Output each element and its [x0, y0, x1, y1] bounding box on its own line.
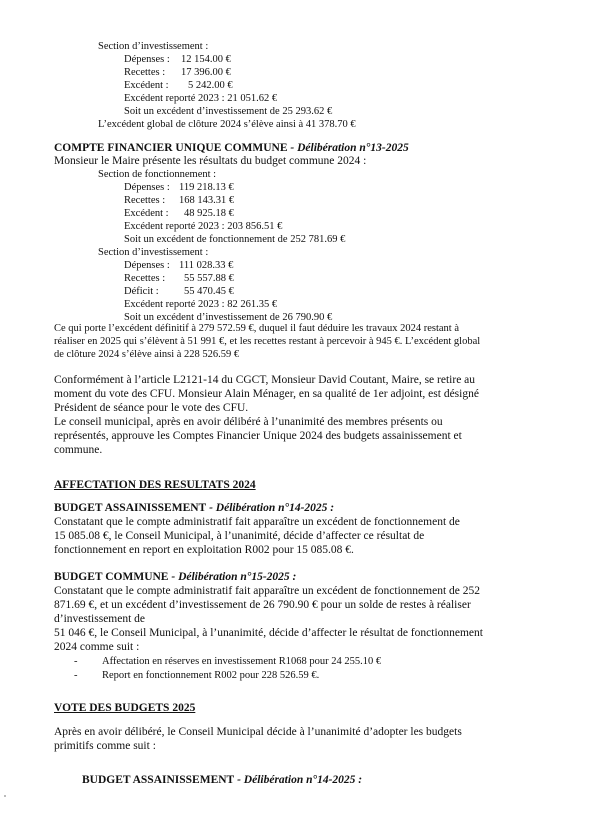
cfu-heading — [54, 143, 409, 155]
row-label: Recettes : — [124, 195, 166, 206]
bullet-item — [74, 657, 381, 668]
cfu-heading-title: COMPTE FINANCIER UNIQUE COMMUNE — [54, 142, 288, 154]
row-value: 168 143.31 € — [179, 195, 235, 206]
affectation-heading: AFFECTATION DES RESULTATS 2024 — [54, 479, 256, 491]
cfu-fonct-title: Section de fonctionnement : — [98, 169, 217, 180]
inv1-row-recettes — [124, 68, 231, 79]
commune-heading — [54, 572, 296, 584]
cfu-fonct-row-depenses — [124, 183, 234, 194]
bullet-item — [74, 671, 319, 682]
last-heading-title: BUDGET ASSAINISSEMENT — [82, 774, 235, 786]
commune-text-line: 51 046 €, le Conseil Municipal, à l’unanimité, décide d’affecter le résultat de fonctionnement — [54, 627, 483, 639]
vote-line: Conformément à l’article L2121-14 du CGCT, Monsieur David Coutant, Maire, se retire au — [54, 374, 476, 386]
commune-text-line: 871.69 €, et un excédent d’investissement de 26 790.90 € pour un solde de restes à réaliser — [54, 599, 471, 611]
row-value: 48 925.18 € — [184, 208, 234, 219]
cfu-para-line: réaliser en 2025 qui s’élèvent à 51 991 €, et les recettes restant à percevoir à 945 €. L’excédent global — [54, 336, 481, 347]
assain-deliberation: - Délibération n°14-2025 : — [206, 502, 335, 514]
cfu-inv-title: Section d’investissement : — [98, 247, 209, 258]
cfu-intro: Monsieur le Maire présente les résultats du budget commune 2024 : — [54, 155, 367, 167]
bullet-dash: - — [74, 656, 78, 667]
commune-heading-title: BUDGET COMMUNE — [54, 571, 169, 583]
row-value: 119 218.13 € — [179, 182, 234, 193]
row-value: 55 557.88 € — [184, 273, 234, 284]
row-value: 5 242.00 € — [188, 80, 233, 91]
row-label: Excédent : — [124, 208, 169, 219]
cfu-fonct-row-excedent — [124, 209, 234, 220]
scan-speck — [4, 795, 6, 797]
row-label: Dépenses : — [124, 260, 170, 271]
row-label: Dépenses : — [124, 54, 170, 65]
row-label: Recettes : — [124, 67, 166, 78]
inv1-row-excedent — [124, 81, 233, 92]
bullet-dash: - — [74, 670, 78, 681]
inv1-global: L’excédent global de clôture 2024 s’élève ainsi à 41 378.70 € — [98, 119, 356, 130]
vote-line: moment du vote des CFU. Monsieur Alain Ménager, en sa qualité de 1er adjoint, est désigné — [54, 388, 479, 400]
row-label: Excédent : — [124, 80, 169, 91]
commune-text-line: 2024 comme suit : — [54, 641, 140, 653]
assain-heading-title: BUDGET ASSAINISSEMENT — [54, 502, 207, 514]
inv1-row-depenses — [124, 55, 231, 66]
budgets-text-line: primitifs comme suit : — [54, 740, 156, 752]
bullet-text: Affectation en réserves en investissement R1068 pour 24 255.10 € — [102, 656, 382, 667]
assain-text-line: fonctionnement en report en exploitation R002 pour 15 085.08 €. — [54, 544, 354, 556]
commune-text-line: Constatant que le compte administratif fait apparaître un excédent de fonctionnement de 252 — [54, 585, 480, 597]
commune-text-line: d’investissement de — [54, 613, 146, 625]
vote-line: représentés, approuve les Comptes Financier Unique 2024 des budgets assainissement et — [54, 430, 462, 442]
vote-line: Le conseil municipal, après en avoir délibéré à l’unanimité des membres présents ou — [54, 416, 443, 428]
bullet-text: Report en fonctionnement R002 pour 228 526.59 €. — [102, 670, 320, 681]
cfu-inv-soit: Soit un excédent d’investissement de 26 790.90 € — [124, 312, 333, 323]
cfu-fonct-row-recettes — [124, 196, 234, 207]
cfu-fonct-report: Excédent reporté 2023 : 203 856.51 € — [124, 221, 283, 232]
row-label: Déficit : — [124, 286, 159, 297]
cfu-fonct-soit: Soit un excédent de fonctionnement de 252 781.69 € — [124, 234, 346, 245]
row-value: 12 154.00 € — [181, 54, 231, 65]
budgets-text-line: Après en avoir délibéré, le Conseil Municipal décide à l’unanimité d’adopter les budgets — [54, 726, 462, 738]
assain-text-line: 15 085.08 €, le Conseil Municipal, à l’unanimité, décide d’affecter ce résultat de — [54, 530, 425, 542]
budgets-heading: VOTE DES BUDGETS 2025 — [54, 702, 196, 714]
last-deliberation: - Délibération n°14-2025 : — [234, 774, 363, 786]
assain-text-line: Constatant que le compte administratif fait apparaître un excédent de fonctionnement de — [54, 516, 460, 528]
cfu-inv-row-recettes — [124, 274, 234, 285]
inv1-report: Excédent reporté 2023 : 21 051.62 € — [124, 93, 278, 104]
inv1-soit: Soit un excédent d’investissement de 25 293.62 € — [124, 106, 333, 117]
cfu-inv-row-deficit — [124, 287, 234, 298]
cfu-para-line: de clôture 2024 s’élève ainsi à 228 526.59 € — [54, 349, 240, 360]
row-value: 111 028.33 € — [179, 260, 234, 271]
commune-deliberation: - Délibération n°15-2025 : — [168, 571, 297, 583]
inv1-title: Section d’investissement : — [98, 41, 209, 52]
last-heading — [82, 775, 362, 787]
cfu-deliberation: - Délibération n°13-2025 — [287, 142, 409, 154]
cfu-inv-row-depenses — [124, 261, 233, 272]
assain-heading — [54, 503, 334, 515]
cfu-inv-report: Excédent reporté 2023 : 82 261.35 € — [124, 299, 278, 310]
vote-line: Président de séance pour le vote des CFU. — [54, 402, 249, 414]
row-value: 55 470.45 € — [184, 286, 234, 297]
row-label: Dépenses : — [124, 182, 170, 193]
row-label: Recettes : — [124, 273, 166, 284]
row-value: 17 396.00 € — [181, 67, 231, 78]
cfu-para-line: Ce qui porte l’excédent définitif à 279 572.59 €, duquel il faut déduire les travaux 2024 restant à — [54, 323, 460, 334]
vote-line: commune. — [54, 444, 103, 456]
